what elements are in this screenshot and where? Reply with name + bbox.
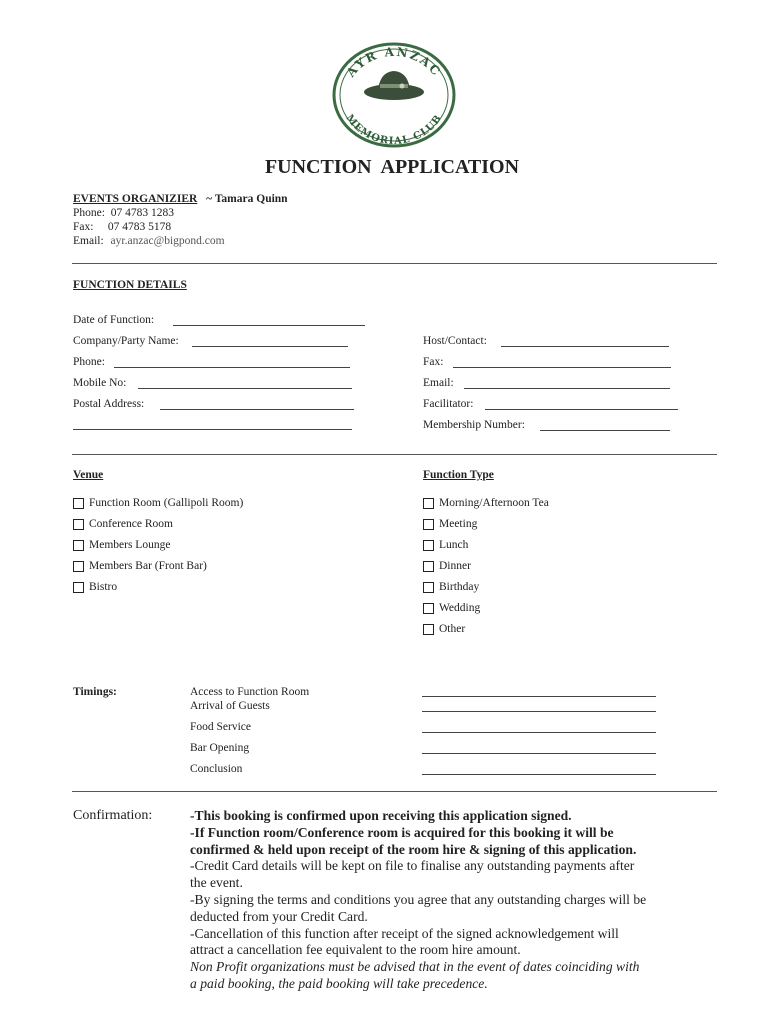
company-label: Company/Party Name: bbox=[73, 335, 179, 347]
club-logo bbox=[332, 42, 456, 148]
organizer-header bbox=[73, 193, 288, 205]
timing-access: Access to Function Room bbox=[190, 686, 310, 698]
type-option-tea[interactable]: Morning/Afternoon Tea bbox=[423, 497, 549, 509]
email-label: Email: bbox=[423, 377, 454, 389]
date-of-function-label: Date of Function: bbox=[73, 314, 155, 326]
timing-conclusion-field[interactable] bbox=[422, 774, 656, 775]
confirmation-text bbox=[190, 808, 730, 993]
confirmation-line: -By signing the terms and conditions you agree that any outstanding charges will be bbox=[190, 891, 647, 907]
membership-field[interactable] bbox=[540, 430, 670, 431]
confirmation-line: attract a cancellation fee equivalent to the room hire amount. bbox=[190, 942, 521, 958]
confirmation-line: -If Function room/Conference room is acquired for this booking it will be bbox=[190, 824, 614, 840]
organizer-label: EVENTS ORGANIZIER bbox=[73, 193, 198, 205]
timing-bar: Bar Opening bbox=[190, 742, 250, 754]
mobile-field[interactable] bbox=[138, 388, 352, 389]
organizer-fax: Fax: 07 4783 5178 bbox=[73, 221, 172, 233]
confirmation-label: Confirmation: bbox=[73, 808, 153, 823]
company-field[interactable] bbox=[192, 346, 348, 347]
divider bbox=[72, 454, 717, 455]
confirmation-note: a paid booking, the paid booking will take precedence. bbox=[190, 975, 488, 991]
postal-field[interactable] bbox=[160, 409, 354, 410]
timing-arrival-field[interactable] bbox=[422, 711, 656, 712]
checkbox[interactable] bbox=[73, 498, 84, 509]
organizer-phone: Phone: 07 4783 1283 bbox=[73, 207, 174, 219]
type-option-other[interactable]: Other bbox=[423, 623, 465, 635]
venue-option-conference-room[interactable]: Conference Room bbox=[73, 518, 173, 530]
checkbox[interactable] bbox=[73, 561, 84, 572]
organizer-email-row bbox=[73, 235, 225, 247]
checkbox[interactable] bbox=[423, 582, 434, 593]
postal-label: Postal Address: bbox=[73, 398, 145, 410]
postal-field-line-2[interactable] bbox=[73, 429, 352, 430]
checkbox[interactable] bbox=[423, 519, 434, 530]
phone-field[interactable] bbox=[114, 367, 350, 368]
checkbox[interactable] bbox=[423, 498, 434, 509]
checkbox[interactable] bbox=[73, 519, 84, 530]
checkbox[interactable] bbox=[423, 624, 434, 635]
phone-label: Phone: bbox=[73, 356, 105, 368]
organizer-name: ~ Tamara Quinn bbox=[206, 193, 288, 205]
timing-conclusion: Conclusion bbox=[190, 763, 243, 775]
type-option-lunch[interactable]: Lunch bbox=[423, 539, 468, 551]
logo-text-bottom: MEMORIAL CLUB bbox=[343, 112, 445, 148]
type-option-meeting[interactable]: Meeting bbox=[423, 518, 477, 530]
timings-label: Timings: bbox=[73, 686, 117, 698]
timing-food: Food Service bbox=[190, 721, 252, 733]
confirmation-line: -This booking is confirmed upon receiving this application signed. bbox=[190, 808, 572, 823]
timing-access-field[interactable] bbox=[422, 696, 656, 697]
confirmation-line: deducted from your Credit Card. bbox=[190, 908, 368, 924]
venue-option-members-bar[interactable]: Members Bar (Front Bar) bbox=[73, 560, 207, 572]
mobile-label: Mobile No: bbox=[73, 377, 127, 389]
form-title: FUNCTION APPLICATION bbox=[264, 156, 520, 178]
confirmation-line: -Credit Card details will be kept on file to finalise any outstanding payments after bbox=[190, 858, 635, 874]
checkbox[interactable] bbox=[423, 603, 434, 614]
function-type-heading: Function Type bbox=[423, 469, 494, 481]
checkbox[interactable] bbox=[423, 540, 434, 551]
venue-option-members-lounge[interactable]: Members Lounge bbox=[73, 539, 170, 551]
divider bbox=[72, 263, 717, 264]
checkbox[interactable] bbox=[423, 561, 434, 572]
host-label: Host/Contact: bbox=[423, 335, 487, 347]
host-field[interactable] bbox=[501, 346, 669, 347]
confirmation-line: the event. bbox=[190, 875, 243, 891]
organizer-email-label: Email: bbox=[73, 235, 104, 247]
confirmation-line: -Cancellation of this function after receipt of the signed acknowledgement will bbox=[190, 925, 619, 941]
facilitator-label: Facilitator: bbox=[423, 398, 474, 410]
divider bbox=[72, 791, 717, 792]
confirmation-note: Non Profit organizations must be advised that in the event of dates coinciding with bbox=[190, 959, 640, 975]
timing-food-field[interactable] bbox=[422, 732, 656, 733]
email-field[interactable] bbox=[464, 388, 670, 389]
date-of-function-field[interactable] bbox=[173, 325, 365, 326]
fax-label: Fax: bbox=[423, 356, 444, 368]
timing-bar-field[interactable] bbox=[422, 753, 656, 754]
fax-field[interactable] bbox=[453, 367, 671, 368]
checkbox[interactable] bbox=[73, 540, 84, 551]
logo-text-top: AYR ANZAC bbox=[343, 44, 445, 80]
venue-option-function-room[interactable]: Function Room (Gallipoli Room) bbox=[73, 497, 243, 509]
venue-option-bistro[interactable]: Bistro bbox=[73, 581, 117, 593]
function-details-heading: FUNCTION DETAILS bbox=[73, 279, 187, 291]
type-option-wedding[interactable]: Wedding bbox=[423, 602, 480, 614]
venue-heading: Venue bbox=[73, 469, 104, 481]
checkbox[interactable] bbox=[73, 582, 84, 593]
facilitator-field[interactable] bbox=[485, 409, 678, 410]
timing-arrival: Arrival of Guests bbox=[190, 700, 270, 712]
membership-label: Membership Number: bbox=[423, 419, 525, 431]
organizer-email[interactable]: ayr.anzac@bigpond.com bbox=[110, 235, 225, 247]
confirmation-line: confirmed & held upon receipt of the room hire & signing of this application. bbox=[190, 841, 637, 857]
type-option-dinner[interactable]: Dinner bbox=[423, 560, 471, 572]
type-option-birthday[interactable]: Birthday bbox=[423, 581, 479, 593]
